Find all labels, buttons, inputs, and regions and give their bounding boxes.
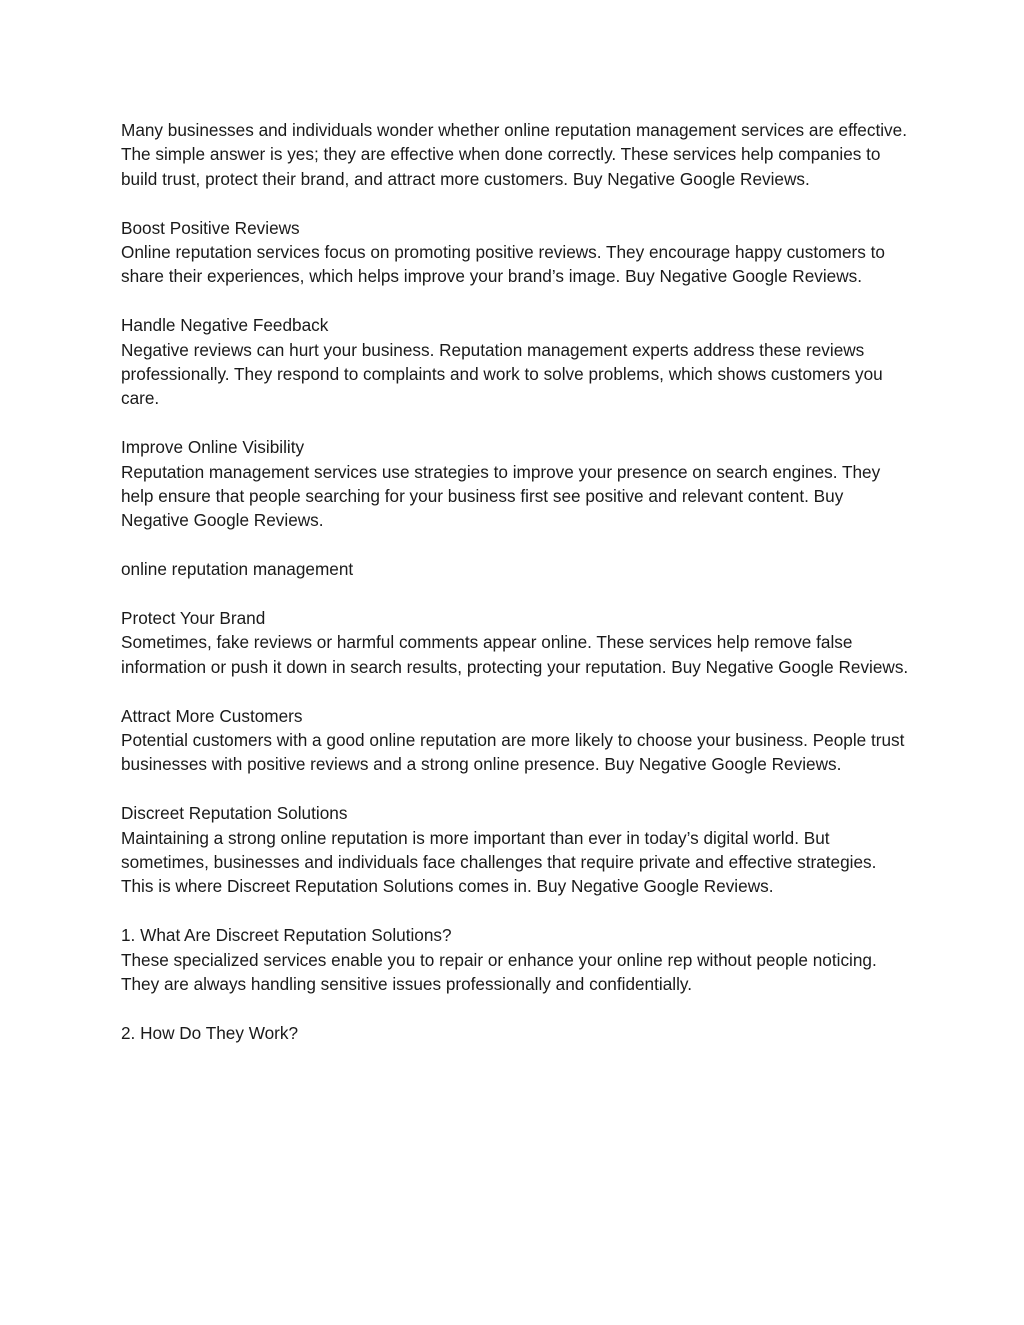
section-body: Reputation management services use strategies to improve your presence on search engines. They help ensure that people searching for your business first see positive and relevant content. Buy Negative Google Reviews.	[121, 461, 881, 531]
section-what-are-discreet-solutions	[121, 923, 911, 996]
section-heading: Protect Your Brand	[121, 608, 266, 629]
intro-paragraph: Many businesses and individuals wonder whether online reputation management services are effective. The simple answer is yes; they are effective when done correctly. These services help companies to build trust, protect their brand, and attract more customers. Buy Negative Google Reviews.	[121, 120, 907, 189]
section-body: Sometimes, fake reviews or harmful comments appear online. These services help remove false information or push it down in search results, protecting your reputation. Buy Negative Google Reviews.	[121, 632, 909, 677]
standalone-line: online reputation management	[121, 559, 354, 580]
section-heading: 1. What Are Discreet Reputation Solutions?	[121, 925, 452, 946]
section-attract-more-customers	[121, 704, 911, 777]
section-body: Potential customers with a good online reputation are more likely to choose your business. People trust businesses with positive reviews and a strong online presence. Buy Negative Google Reviews.	[121, 730, 905, 775]
section-body: These specialized services enable you to repair or enhance your online rep without people noticing. They are always handling sensitive issues professionally and confidentially.	[121, 949, 877, 995]
section-body: Negative reviews can hurt your business. Reputation management experts address these reviews professionally. They respond to complaints and work to solve problems, which shows customers you care.	[121, 339, 883, 409]
section-handle-negative-feedback	[121, 313, 911, 411]
section-discreet-reputation-solutions	[121, 801, 911, 899]
standalone-line-block	[121, 557, 911, 581]
final-heading-block	[121, 1021, 911, 1045]
section-heading: Handle Negative Feedback	[121, 315, 329, 336]
section-improve-online-visibility	[121, 435, 911, 533]
section-body: Online reputation services focus on promoting positive reviews. They encourage happy customers to share their experiences, which helps improve your brand’s image. Buy Negative Google Reviews.	[121, 242, 885, 287]
section-heading: Discreet Reputation Solutions	[121, 803, 348, 824]
section-boost-positive-reviews	[121, 216, 911, 289]
final-heading: 2. How Do They Work?	[121, 1022, 299, 1043]
document-page	[121, 118, 911, 1070]
section-heading: Boost Positive Reviews	[121, 217, 300, 238]
section-heading: Attract More Customers	[121, 705, 303, 726]
section-body: Maintaining a strong online reputation is more important than ever in today’s digital world. But sometimes, businesses and individuals face challenges that require private and effective strategies. This is where Discreet Reputation Solutions comes in. Buy Negative Google Reviews.	[121, 827, 877, 897]
section-protect-your-brand	[121, 606, 911, 679]
intro-paragraph-block	[121, 118, 911, 191]
section-heading: Improve Online Visibility	[121, 437, 305, 458]
